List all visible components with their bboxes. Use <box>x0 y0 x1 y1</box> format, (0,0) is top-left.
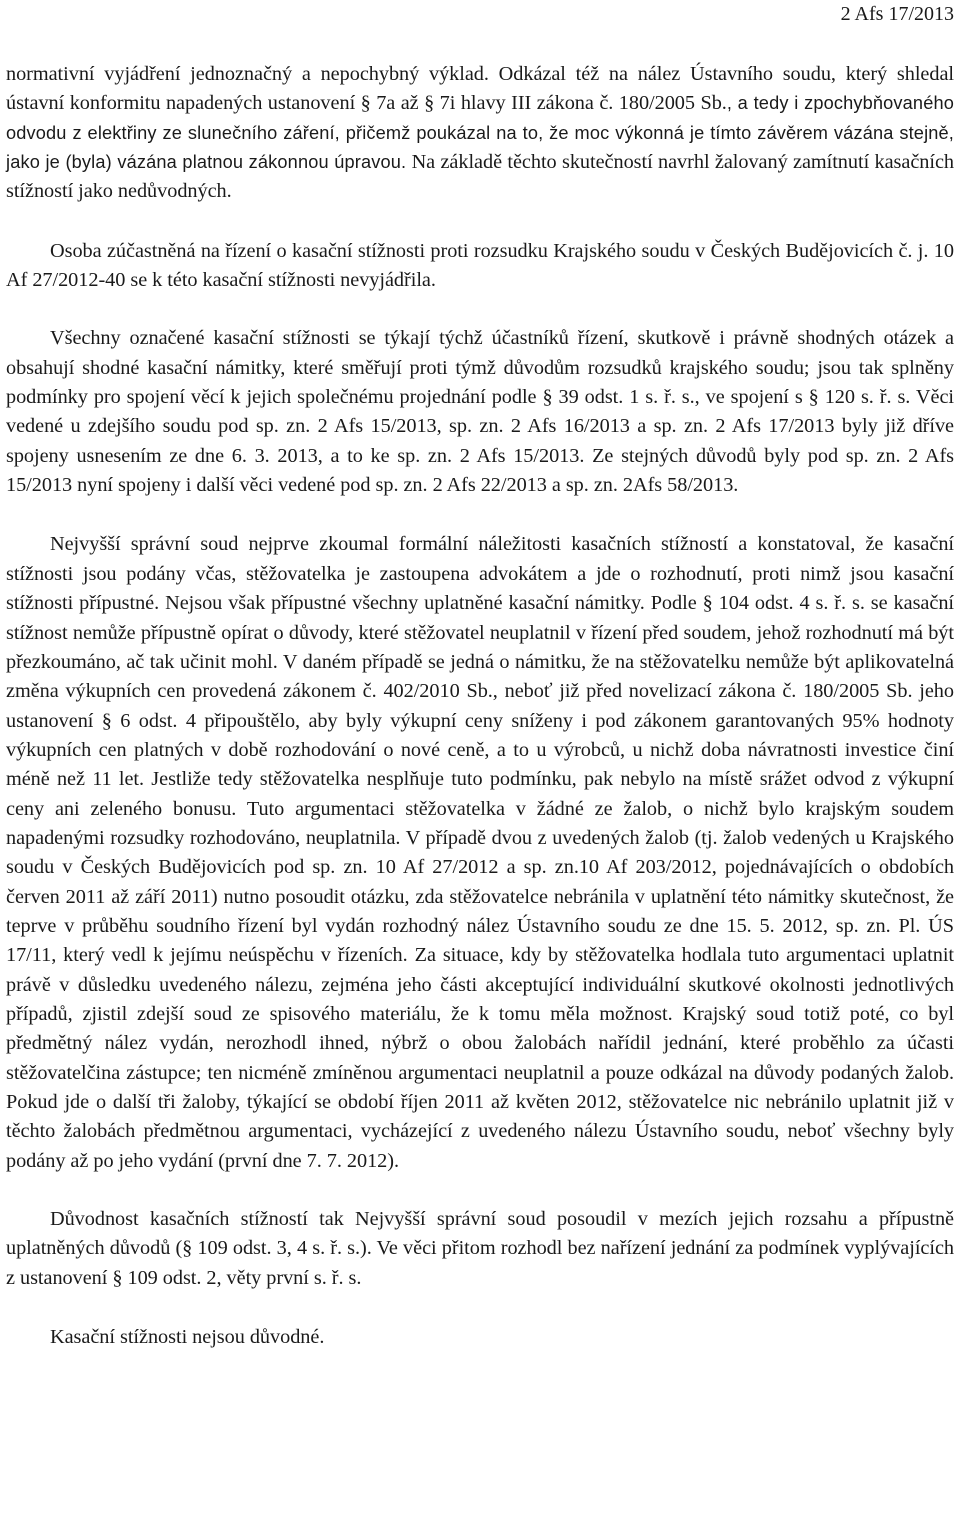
paragraph-conclusion: Kasační stížnosti nejsou důvodné. <box>50 1326 325 1349</box>
case-number-header: 2 Afs 17/2013 <box>840 3 954 25</box>
paragraph-scope-of-review: Důvodnost kasačních stížností tak Nejvyšší správní soud posoudil v mezích jejich rozsahu a přípustně uplatněných důvodů (§ 109 odst. 3, 4 s. ř. s.). Ve věci přitom rozhodl bez nařízení jednání za podmínek vyplývajících z ustanovení § 109 odst. 2, věty první s. ř. s. <box>6 1208 954 1289</box>
text-segment: Na základě těchto skutečností navrhl žalovaný zamítnutí kasačních stížností jako nedůvodných. <box>6 151 955 203</box>
text-segment-sans: , a tedy i zpochybňovaného odvodu z elektřiny ze slunečního záření, přičemž poukázal na to, že moc výkonná je tímto závěrem vázána stejně, jako je (byla) vázána platnou zákonnou úpravou. <box>6 93 954 173</box>
paragraph-interested-party: Osoba zúčastněná na řízení o kasační stížnosti proti rozsudku Krajského soudu v Českých Budějovicích č. j. 10 Af 27/2012-40 se k této kasační stížnosti nevyjádřila. <box>6 239 954 292</box>
paragraph-respondent-statement <box>6 60 954 207</box>
text-segment: normativní vyjádření jednoznačný a nepochybný výklad. Odkázal též na nález Ústavního soudu, který shledal ústavní konformitu napadených ustanovení § 7a až § 7i hlavy III zákona č. 180/2005 Sb. <box>6 63 954 115</box>
paragraph-admissibility: Nejvyšší správní soud nejprve zkoumal formální náležitosti kasačních stížností a konstatoval, že kasační stížnosti jsou podány včas, stěžovatelka je zastoupena advokátem a jde o rozhodnutí, proti nimž jsou kasační stížnosti přípustné. Nejsou však přípustné všechny uplatněné kasační námitky. Podle § 104 odst. 4 s. ř. s. se kasační stížnost nemůže přípustně opírat o důvody, které stěžovatel neuplatnil v řízení před soudem, jehož rozhodnutí má být přezkoumáno, ač tak učinit mohl. V daném případě se jedná o námitku, že na stěžovatelku nemůže být aplikovatelná změna výkupních cen provedená zákonem č. 402/2010 Sb., neboť již před novelizací zákona č. 180/2005 Sb. jeho ustanovení § 6 odst. 4 připouštělo, aby byly výkupní ceny sníženy i pod zákonem garantovaných 95% hodnoty výkupních cen platných v době rozhodování o nové ceně, a to u výrobců, u nichž doba návratnosti investice činí méně než 11 let. Jestliže tedy stěžovatelka nesplňuje tuto podmínku, pak nebylo na místě srážet odvod z výkupní ceny ani zeleného bonusu. Tuto argumentaci stěžovatelka v žádné ze žalob, o nichž bylo krajským soudem napadenými rozsudky rozhodováno, neuplatnila. V případě dvou z uvedených žalob (tj. žalob vedených u Krajského soudu v Českých Budějovicích pod sp. zn. 10 Af 27/2012 a sp. zn.10 Af 203/2012, pojednávajících o obdobích červen 2011 až září 2011) nutno posoudit otázku, zda stěžovatelce nebránila v uplatnění této námitky skutečnost, že teprve v průběhu soudního řízení byl vydán rozhodný nález Ústavního soudu ze dne 15. 5. 2012, sp. zn. Pl. ÚS 17/11, který vedl k jejímu neúspěchu v řízeních. Za situace, kdy by stěžovatelka hodlala tuto argumentaci uplatnit právě v důsledku uvedeného nálezu, zejména jeho části akceptující individuální skutkové okolnosti jednotlivých případů, zjistil zdejší soud ze spisového materiálu, že k tomu měla možnost. Krajský soud totiž poté, co byl předmětný nález vydán, nerozhodl ihned, nýbrž o obou žalobách nařídil jednání, které proběhlo za účasti stěžovatelčina zástupce; ten nicméně zmíněnou argumentaci neuplatnil a pouze odkázal na důvody podaných žalob. Pokud jde o další tři žaloby, týkající se období říjen 2011 až květen 2012, stěžovatelce nic nebránilo uplatnit již v těchto žalobách předmětnou argumentaci, vycházející z uvedeného nálezu Ústavního soudu, neboť všechny byly podány až po jeho vydání (první dne 7. 7. 2012). <box>6 533 954 1172</box>
document-body <box>6 60 954 1352</box>
paragraph-joinder: Všechny označené kasační stížnosti se týkají týchž účastníků řízení, skutkově i právně shodných otázek a obsahují shodné kasační námitky, které směřují proti týmž důvodům rozsudků krajského soudu; jsou tak splněny podmínky pro spojení věcí k jejich společnému projednání podle § 39 odst. 1 s. ř. s., ve spojení s § 120 s. ř. s. Věci vedené u zdejšího soudu pod sp. zn. 2 Afs 15/2013, sp. zn. 2 Afs 16/2013 a sp. zn. 2 Afs 17/2013 byly již dříve spojeny usnesením ze dne 6. 3. 2013, a to ke sp. zn. 2 Afs 15/2013. Ze stejných důvodů byly pod sp. zn. 2 Afs 15/2013 nyní spojeny i další věci vedené pod sp. zn. 2 Afs 22/2013 a sp. zn. 2Afs 58/2013. <box>6 327 954 497</box>
